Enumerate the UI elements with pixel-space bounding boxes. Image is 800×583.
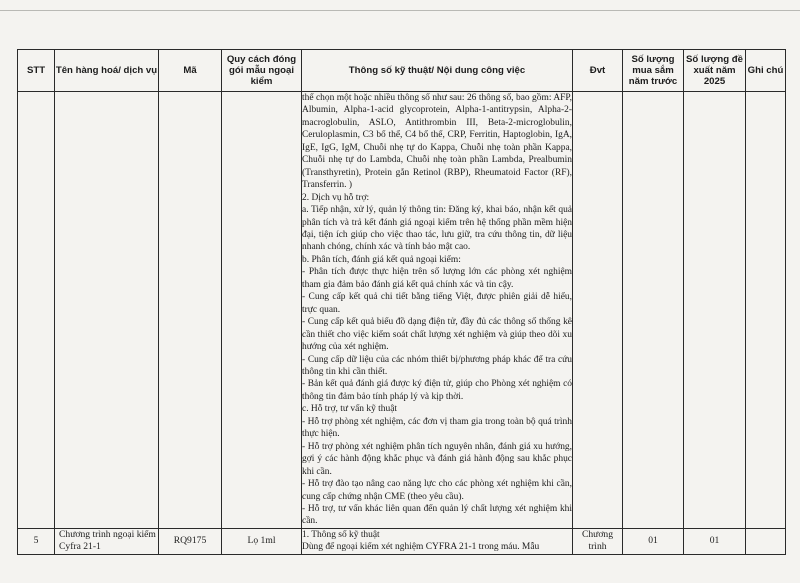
header-pack: Quy cách đóng gói mẫu ngoại kiểm — [222, 50, 302, 92]
cell-name-empty — [55, 92, 159, 529]
cell-note-empty — [746, 92, 786, 529]
cell-code: RQ9175 — [159, 528, 222, 554]
table-row-5 — [18, 528, 786, 554]
table-header-row — [18, 50, 786, 92]
spec-paragraph: b. Phân tích, đánh giá kết quả ngoại kiểm: — [302, 254, 461, 265]
spec-paragraph: a. Tiếp nhận, xử lý, quản lý thông tin: Đăng ký, khai báo, nhận kết quả phân tích và trả kết đánh giá ngoại kiểm trên hệ thống phần mềm hiện đại, tiện ích giúp cho việc thao tác, lưu giữ, tra cứu thông tin, dữ liệu nhanh chóng, chính xác và tính bảo mật cao. — [302, 205, 572, 253]
spec-paragraph: Dùng để ngoại kiểm xét nghiệm CYFRA 21-1 trong máu. Mẫu — [302, 542, 540, 553]
spec-paragraph: - Cung cấp kết quả biểu đồ dạng điện tử, đầy đủ các thông số thống kê cần thiết cho việc kiểm soát chất lượng xét nghiệm và giúp theo dõi xu hướng của xét nghiệm. — [302, 317, 572, 353]
header-spec: Thông số kỹ thuật/ Nội dung công việc — [302, 50, 573, 92]
cell-spec — [302, 528, 573, 554]
spec-paragraph: - Phân tích được thực hiện trên số lượng lớn các phòng xét nghiệm tham gia đảm bảo đánh giá kết quả chính xác và tin cậy. — [302, 267, 572, 290]
scan-top-edge — [0, 10, 800, 11]
cell-stt-empty — [18, 92, 55, 529]
header-stt: STT — [18, 50, 55, 92]
header-prop-qty: Số lượng đề xuất năm 2025 — [684, 50, 746, 92]
spec-paragraph: - Hỗ trợ đào tạo nâng cao năng lực cho các phòng xét nghiệm khi cần, cung cấp chứng nhận CME (theo yêu cầu). — [302, 479, 572, 502]
header-prev-qty: Số lượng mua sắm năm trước — [623, 50, 684, 92]
cell-unit: Chương trình — [573, 528, 623, 554]
cell-name: Chương trình ngoại kiểm Cyfra 21-1 — [55, 528, 159, 554]
cell-note — [746, 528, 786, 554]
header-name: Tên hàng hoá/ dịch vụ — [55, 50, 159, 92]
spec-paragraph: 2. Dịch vụ hỗ trợ: — [302, 192, 370, 203]
procurement-table — [17, 49, 786, 555]
cell-code-empty — [159, 92, 222, 529]
header-unit: Đvt — [573, 50, 623, 92]
spec-paragraph: - Bản kết quả đánh giá được ký điện tử, giúp cho Phòng xét nghiệm có thông tin đảm bảo tính pháp lý và kịp thời. — [302, 379, 572, 402]
spec-paragraph: - Cung cấp kết quả chi tiết bằng tiếng Việt, được phiên giải dễ hiểu, trực quan. — [302, 292, 572, 315]
cell-pack-empty — [222, 92, 302, 529]
cell-stt: 5 — [18, 528, 55, 554]
spec-paragraph: c. Hỗ trợ, tư vấn kỹ thuật — [302, 404, 398, 415]
cell-prev-qty-empty — [623, 92, 684, 529]
table-row-continued — [18, 92, 786, 529]
spec-paragraph: - Hỗ trợ phòng xét nghiệm, các đơn vị tham gia trong toàn bộ quá trình thực hiện. — [302, 416, 572, 440]
header-note: Ghi chú — [746, 50, 786, 92]
cell-prop-qty-empty — [684, 92, 746, 529]
spec-paragraph: - Hỗ trợ phòng xét nghiệm phân tích nguyên nhân, đánh giá xu hướng, gợi ý các hành động khắc phục và đánh giá hành động sau khắc phục khi cần. — [302, 441, 572, 477]
cell-prev-qty: 01 — [623, 528, 684, 554]
spec-paragraph: thể chọn một hoặc nhiều thông số như sau: 26 thông số, bao gồm: AFP, Albumin, Alpha-1-acid glycoprotein, Alpha-1-antitrypsin, Alpha-2-macroglobulin, ASLO, Antithrombin III, Beta-2-microglobulin, Ceruloplasmin, C3 bổ thể, C4 bổ thể, CRP, Ferritin, Haptoglobin, IgA, IgE, IgG, IgM, Chuỗi nhẹ tự do Kappa, Chuỗi nhẹ toàn phần Kappa, Chuỗi nhẹ tự do Lambda, Chuỗi nhẹ toàn phần Lambda, Prealbumin (Transthyretin), Protein gắn Retinol (RBP), Rheumatoid Factor (RF), Transferrin. ) — [302, 93, 572, 191]
spec-paragraph: 1. Thông số kỹ thuật — [302, 529, 380, 540]
cell-unit-empty — [573, 92, 623, 529]
cell-pack: Lọ 1ml — [222, 528, 302, 554]
header-code: Mã — [159, 50, 222, 92]
spec-paragraph: - Cung cấp dữ liệu của các nhóm thiết bị/phương pháp khác để tra cứu thông tin khi cần thiết. — [302, 354, 572, 377]
spec-paragraph: - Hỗ trợ, tư vấn khác liên quan đến quản lý chất lượng xét nghiệm khi cần. — [302, 503, 572, 527]
cell-spec-continued — [302, 92, 573, 529]
cell-prop-qty: 01 — [684, 528, 746, 554]
